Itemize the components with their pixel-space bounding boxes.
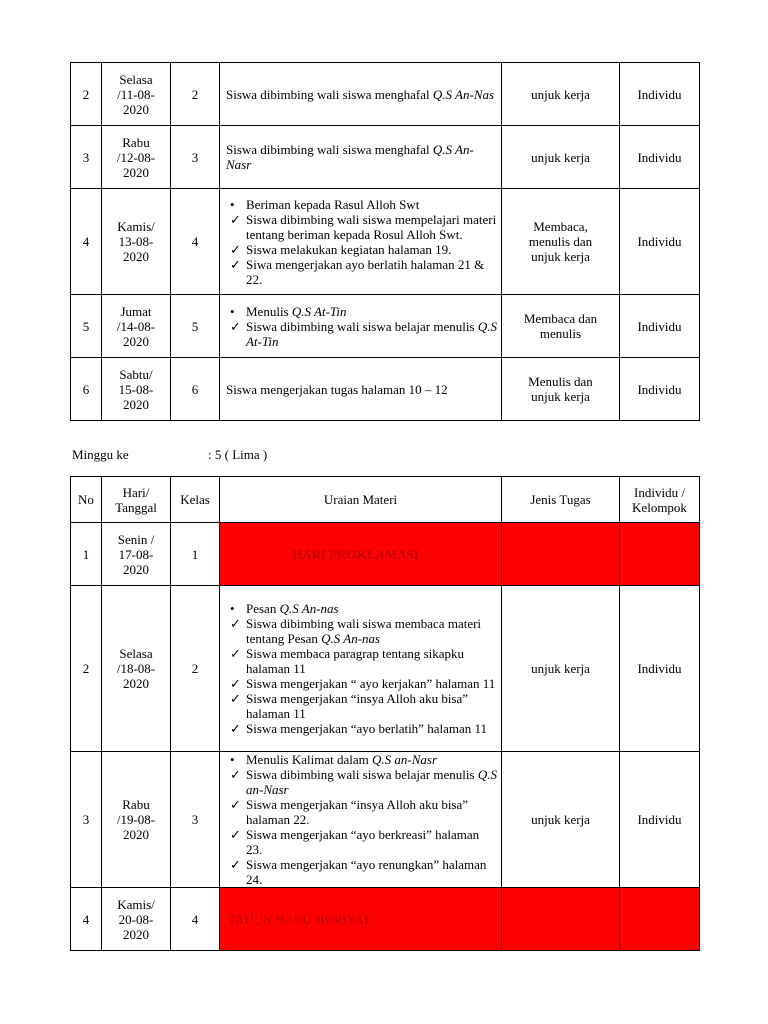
table-row	[71, 63, 700, 126]
text-part: Siswa dibimbing wali siswa menghafal	[226, 142, 433, 157]
row-date	[102, 358, 171, 421]
row-number: 6	[71, 358, 102, 421]
header-hari-line: Hari/	[122, 484, 150, 500]
checkmark-icon: ✓	[230, 646, 241, 661]
row-individu: Individu	[620, 126, 700, 189]
row-date-line: 2020	[123, 101, 149, 117]
row-individu: Individu	[620, 752, 700, 888]
week-label-text: Minggu ke	[72, 447, 129, 462]
row-jenis-line: Membaca,	[533, 219, 588, 234]
list-item	[226, 257, 497, 287]
list-item	[226, 319, 497, 349]
text-part: Pesan	[246, 601, 280, 616]
row-jenis-line: unjuk kerja	[531, 149, 590, 165]
row-date-line: Selasa	[119, 71, 153, 87]
row-date	[102, 752, 171, 888]
row-date-line: Senin /	[117, 531, 155, 547]
holiday-jenis	[502, 523, 620, 586]
row-date-line: /14-08-	[116, 318, 156, 334]
table-body	[71, 523, 700, 951]
row-kelas: 3	[171, 752, 220, 888]
uraian-list	[226, 304, 497, 349]
list-item	[226, 752, 497, 767]
list-item	[226, 646, 497, 676]
row-jenis	[502, 126, 620, 189]
row-individu: Individu	[620, 358, 700, 421]
text-part: Siswa dibimbing wali siswa belajar menulis	[246, 318, 478, 334]
row-date-line: /19-08-	[116, 812, 156, 827]
list-item	[226, 857, 497, 887]
checkmark-icon: ✓	[230, 256, 241, 272]
uraian-cell	[220, 358, 502, 421]
row-jenis-line: menulis dan	[528, 234, 593, 249]
table-header	[71, 477, 700, 523]
holiday-individu	[620, 888, 700, 951]
text-part: Beriman kepada Rasul Alloh Swt	[246, 196, 420, 212]
table-row	[71, 295, 700, 358]
schedule-table-week-4	[70, 62, 700, 421]
checkmark-icon: ✓	[230, 691, 241, 706]
header-hari	[102, 477, 171, 523]
header-jenis: Jenis Tugas	[502, 477, 620, 523]
header-individu-line: Individu /	[634, 484, 685, 500]
text-part: Siswa membaca paragrap tentang sikapku halaman 11	[246, 646, 465, 676]
list-item	[226, 691, 497, 721]
checkmark-icon: ✓	[230, 676, 241, 691]
text-part: Siswa mengerjakan tugas halaman 10 – 12	[226, 381, 448, 397]
list-item	[226, 616, 497, 646]
row-date-line: 2020	[123, 561, 149, 577]
text-part: Siswa melakukan kegiatan halaman 19.	[246, 241, 452, 257]
bullet-icon: •	[230, 601, 235, 616]
row-date-line: 17-08-	[118, 546, 154, 562]
text-part: Siswa mengerjakan “ayo berlatih” halaman 11	[246, 721, 488, 736]
row-kelas: 1	[171, 523, 220, 586]
header-uraian: Uraian Materi	[220, 477, 502, 523]
row-jenis	[502, 189, 620, 295]
row-date	[102, 523, 171, 586]
list-item	[226, 721, 497, 736]
header-no: No	[71, 477, 102, 523]
holiday-label: TAHUN BARU HURIYAH	[228, 911, 374, 927]
row-number: 4	[71, 888, 102, 951]
list-item	[226, 197, 497, 212]
bullet-icon: •	[230, 752, 235, 767]
row-individu: Individu	[620, 586, 700, 752]
bullet-icon: •	[230, 303, 235, 319]
uraian-cell	[220, 126, 502, 189]
list-item	[226, 827, 497, 857]
list-item	[226, 601, 497, 616]
uraian-cell	[220, 586, 502, 752]
row-kelas: 6	[171, 358, 220, 421]
row-kelas: 4	[171, 888, 220, 951]
week-number: : 5 ( Lima )	[208, 447, 268, 462]
surah-name: Q.S An-Nasr	[226, 142, 474, 172]
header-individu	[620, 477, 700, 523]
uraian-list	[226, 752, 497, 887]
row-date	[102, 888, 171, 951]
text-part: Siswa mengerjakan “ ayo kerjakan” halaman 11	[246, 676, 496, 691]
schedule-table-week-5	[70, 476, 700, 951]
header-kelas: Kelas	[171, 477, 220, 523]
row-date-line: 2020	[123, 164, 149, 180]
surah-name: Q.S an-Nasr	[246, 767, 497, 797]
list-item	[226, 242, 497, 257]
row-date	[102, 63, 171, 126]
text-part: Siswa mengerjakan “insya Alloh aku bisa” halaman 11	[246, 691, 469, 721]
row-date-line: Kamis/	[117, 896, 155, 912]
row-individu: Individu	[620, 295, 700, 358]
uraian-list	[226, 197, 497, 287]
table-row	[71, 189, 700, 295]
row-individu: Individu	[620, 63, 700, 126]
text-part: Siswa mengerjakan “ayo berkreasi” halaman 23.	[246, 827, 480, 857]
row-date	[102, 189, 171, 295]
holiday-label: HARI PROKLAMASI	[292, 546, 419, 562]
row-date-line: Selasa	[119, 646, 153, 661]
checkmark-icon: ✓	[230, 767, 241, 782]
row-date-line: /12-08-	[116, 149, 156, 165]
row-date	[102, 295, 171, 358]
checkmark-icon: ✓	[230, 616, 241, 631]
text-part: Siswa mengerjakan “ayo renungkan” halaman 24.	[246, 857, 487, 887]
list-item	[226, 767, 497, 797]
row-number: 3	[71, 126, 102, 189]
row-jenis-line: unjuk kerja	[531, 389, 590, 404]
checkmark-icon: ✓	[230, 857, 241, 872]
list-item	[226, 304, 497, 319]
row-date	[102, 126, 171, 189]
row-kelas: 4	[171, 189, 220, 295]
uraian-cell	[220, 295, 502, 358]
list-item	[226, 676, 497, 691]
checkmark-icon: ✓	[230, 721, 241, 736]
row-jenis	[502, 295, 620, 358]
text-part: Siswa dibimbing wali siswa menghafal	[226, 86, 433, 102]
uraian-cell	[220, 63, 502, 126]
table-row	[71, 586, 700, 752]
checkmark-icon: ✓	[230, 241, 241, 257]
holiday-cell	[220, 888, 502, 951]
row-date-line: Rabu	[122, 797, 150, 812]
row-date-line: 13-08-	[118, 234, 154, 249]
row-date	[102, 586, 171, 752]
table-row	[71, 523, 700, 586]
holiday-cell	[220, 523, 502, 586]
row-jenis-line: unjuk kerja	[531, 86, 590, 102]
row-date-line: Kamis/	[117, 219, 155, 234]
surah-name: Q.S An-nas	[321, 631, 381, 646]
text-part: Menulis Kalimat dalam	[246, 752, 373, 767]
table-row	[71, 126, 700, 189]
text-part: Siswa dibimbing wali siswa belajar menulis	[246, 767, 478, 782]
row-individu: Individu	[620, 189, 700, 295]
header-row	[71, 477, 700, 523]
row-jenis	[502, 358, 620, 421]
surah-name: Q.S At-Tin	[291, 303, 347, 319]
row-date-line: /11-08-	[117, 86, 155, 102]
row-date-line: 2020	[123, 926, 149, 942]
row-number: 5	[71, 295, 102, 358]
row-number: 1	[71, 523, 102, 586]
row-jenis	[502, 586, 620, 752]
row-date-line: 2020	[123, 396, 149, 412]
row-jenis-line: unjuk kerja	[531, 812, 590, 827]
text-part: Siswa dibimbing wali siswa membaca materi tentang Pesan	[246, 616, 482, 646]
row-number: 2	[71, 586, 102, 752]
uraian-list	[226, 601, 497, 736]
row-jenis-line: unjuk kerja	[531, 249, 590, 264]
uraian-cell	[220, 752, 502, 888]
header-hari-line: Tanggal	[115, 499, 157, 515]
row-number: 3	[71, 752, 102, 888]
row-jenis-line: unjuk kerja	[531, 661, 590, 676]
table-row	[71, 888, 700, 951]
checkmark-icon: ✓	[230, 797, 241, 812]
checkmark-icon: ✓	[230, 211, 241, 227]
table-row	[71, 752, 700, 888]
row-kelas: 3	[171, 126, 220, 189]
row-date-line: Rabu	[122, 134, 150, 150]
text-part: Siswa mengerjakan “insya Alloh aku bisa” halaman 22.	[246, 797, 469, 827]
row-date-line: 15-08-	[118, 381, 154, 397]
row-date-line: 20-08-	[118, 911, 154, 927]
row-date-line: 2020	[123, 827, 149, 842]
row-kelas: 5	[171, 295, 220, 358]
row-kelas: 2	[171, 63, 220, 126]
row-date-line: /18-08-	[116, 661, 156, 676]
uraian-cell	[220, 189, 502, 295]
row-date-line: 2020	[123, 676, 149, 691]
table-row	[71, 358, 700, 421]
row-date-line: Sabtu/	[119, 366, 153, 382]
list-item	[226, 797, 497, 827]
text-part: Menulis	[246, 303, 292, 319]
holiday-jenis	[502, 888, 620, 951]
list-item	[226, 212, 497, 242]
holiday-individu	[620, 523, 700, 586]
row-date-line: 2020	[123, 333, 149, 349]
row-jenis	[502, 752, 620, 888]
surah-name: Q.S an-Nasr	[372, 752, 438, 767]
row-jenis-line: Menulis dan	[528, 374, 593, 389]
row-date-line: 2020	[123, 249, 149, 264]
surah-name: Q.S An-Nas	[432, 86, 495, 102]
row-kelas: 2	[171, 586, 220, 752]
row-number: 4	[71, 189, 102, 295]
row-jenis	[502, 63, 620, 126]
bullet-icon: •	[230, 196, 235, 212]
checkmark-icon: ✓	[230, 318, 241, 334]
text-part: Siwa mengerjakan ayo berlatih halaman 21 & 22.	[246, 256, 485, 287]
surah-name: Q.S An-nas	[279, 601, 339, 616]
text-part: Siswa dibimbing wali siswa mempelajari materi tentang beriman kepada Rosul Alloh Swt.	[246, 211, 497, 242]
row-jenis-line: Membaca dan	[523, 311, 598, 326]
row-jenis-line: menulis	[539, 326, 582, 341]
header-individu-line: Kelompok	[632, 499, 687, 515]
row-date-line: Jumat	[120, 303, 152, 319]
surah-name: Q.S At-Tin	[246, 318, 497, 349]
row-number: 2	[71, 63, 102, 126]
week-label	[72, 447, 268, 463]
table-body	[71, 63, 700, 421]
checkmark-icon: ✓	[230, 827, 241, 842]
